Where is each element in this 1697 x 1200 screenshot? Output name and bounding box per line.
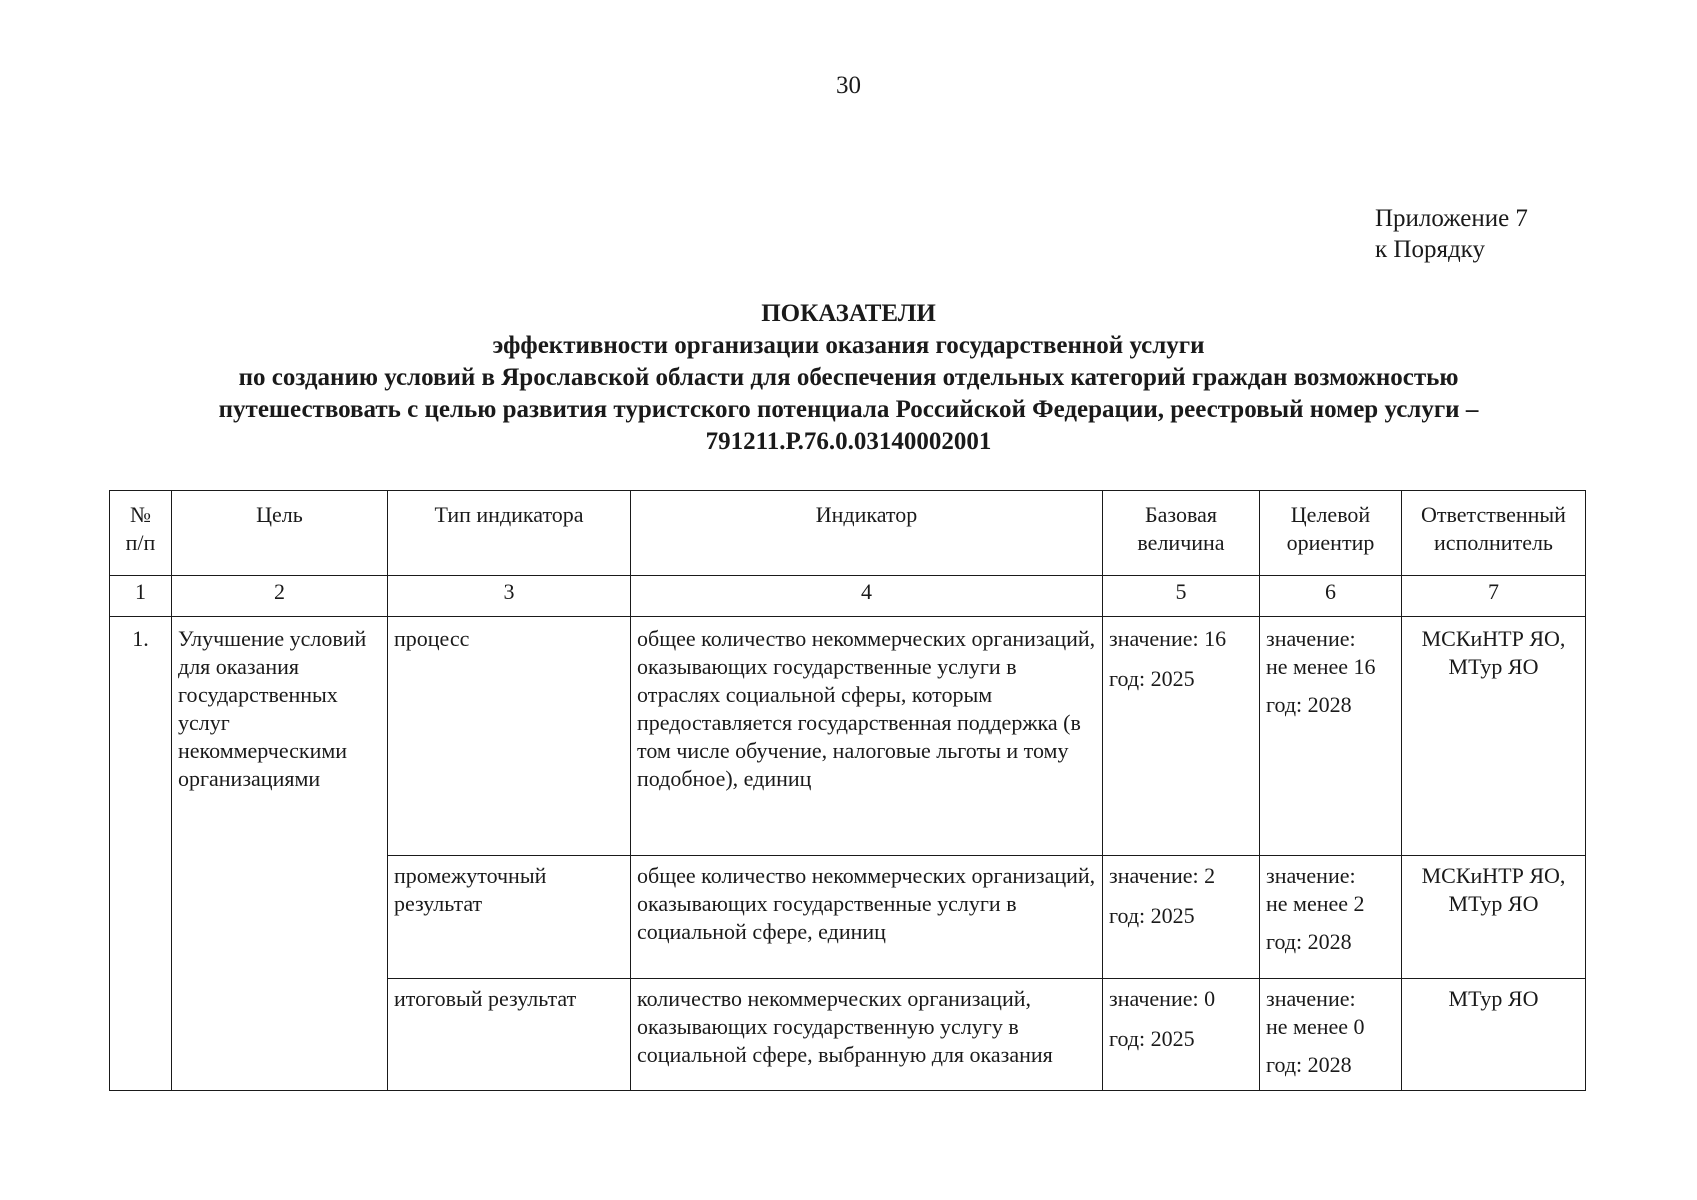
header-number-line-2: п/п [125,530,156,555]
target-value: не менее 16 [1266,654,1376,679]
column-number-row [110,576,1586,617]
responsible-line-2: МТур ЯО [1448,891,1539,916]
header-base-line-2: величина [1137,530,1225,555]
appendix-line-2: к Порядку [1375,236,1485,263]
header-responsible-line-2: исполнитель [1434,530,1553,555]
target-value: не менее 2 [1266,891,1365,916]
header-indicator-type: Тип индикатора [388,491,631,576]
header-target [1260,491,1402,576]
base-value: значение: 2 [1109,863,1216,888]
header-number-line-1: № [130,502,151,527]
target-value-label: значение: [1266,626,1356,651]
responsible-cell [1402,617,1586,856]
base-value: значение: 16 [1109,626,1227,651]
heading-title: ПОКАЗАТЕЛИ [761,300,936,327]
column-number: 3 [388,576,631,617]
header-target-line-1: Целевой [1290,502,1371,527]
target-value-label: значение: [1266,863,1356,888]
base-year: год: 2025 [1109,666,1195,691]
appendix-reference [1375,203,1528,265]
target-value: не менее 0 [1266,1014,1365,1039]
header-goal: Цель [172,491,388,576]
indicator-cell: количество некоммерческих организаций, оказывающих государственную услугу в социальной сфере, выбранную для оказания [631,979,1103,1091]
column-number: 2 [172,576,388,617]
base-value-cell [1103,617,1260,856]
responsible-line-1: МСКиНТР ЯО, [1421,626,1566,651]
column-number: 6 [1260,576,1402,617]
document-heading [110,298,1587,458]
heading-line-1: эффективности организации оказания государственной услуги [492,332,1205,359]
indicator-cell: общее количество некоммерческих организаций, оказывающих государственные услуги в социальной сфере, единиц [631,856,1103,979]
header-number [110,491,172,576]
heading-line-4: 791211.Р.76.0.03140002001 [705,428,992,455]
goal-cell: Улучшение условий для оказания государственных услуг некоммерческими организациями [172,617,388,1091]
responsible-line-2: МТур ЯО [1448,654,1539,679]
base-value-cell [1103,856,1260,979]
base-year: год: 2025 [1109,1026,1195,1051]
table-header-row [110,491,1586,576]
base-year: год: 2025 [1109,903,1195,928]
base-value: значение: 0 [1109,986,1216,1011]
column-number: 7 [1402,576,1586,617]
indicator-type-cell: процесс [388,617,631,856]
target-year: год: 2028 [1266,692,1352,717]
indicator-type-cell: итоговый результат [388,979,631,1091]
target-year: год: 2028 [1266,929,1352,954]
responsible-cell [1402,856,1586,979]
target-cell [1260,979,1402,1091]
indicator-type-cell: промежуточный результат [388,856,631,979]
header-target-line-2: ориентир [1286,530,1375,555]
target-year: год: 2028 [1266,1052,1352,1077]
header-responsible [1402,491,1586,576]
column-number: 4 [631,576,1103,617]
row-number: 1. [110,617,172,1091]
heading-line-2: по созданию условий в Ярославской области для обеспечения отдельных категорий граждан возможностью [238,364,1459,391]
indicators-table [109,490,1586,1091]
header-base-value [1103,491,1260,576]
responsible-line-1: МТур ЯО [1448,986,1539,1011]
header-indicator: Индикатор [631,491,1103,576]
header-base-line-1: Базовая [1145,502,1217,527]
table-row [110,617,1586,856]
page-number: 30 [836,72,861,99]
indicator-cell: общее количество некоммерческих организаций, оказывающих государственные услуги в отраслях социальной сферы, которым предоставляется государственная поддержка (в том числе обучение, налоговые льготы и тому подобное), единиц [631,617,1103,856]
target-value-label: значение: [1266,986,1356,1011]
responsible-line-1: МСКиНТР ЯО, [1421,863,1566,888]
responsible-cell [1402,979,1586,1091]
appendix-line-1: Приложение 7 [1375,205,1528,232]
heading-line-3: путешествовать с целью развития туристского потенциала Российской Федерации, реестровый номер услуги – [218,396,1479,423]
target-cell [1260,617,1402,856]
target-cell [1260,856,1402,979]
header-responsible-line-1: Ответственный [1421,502,1566,527]
base-value-cell [1103,979,1260,1091]
column-number: 1 [110,576,172,617]
column-number: 5 [1103,576,1260,617]
